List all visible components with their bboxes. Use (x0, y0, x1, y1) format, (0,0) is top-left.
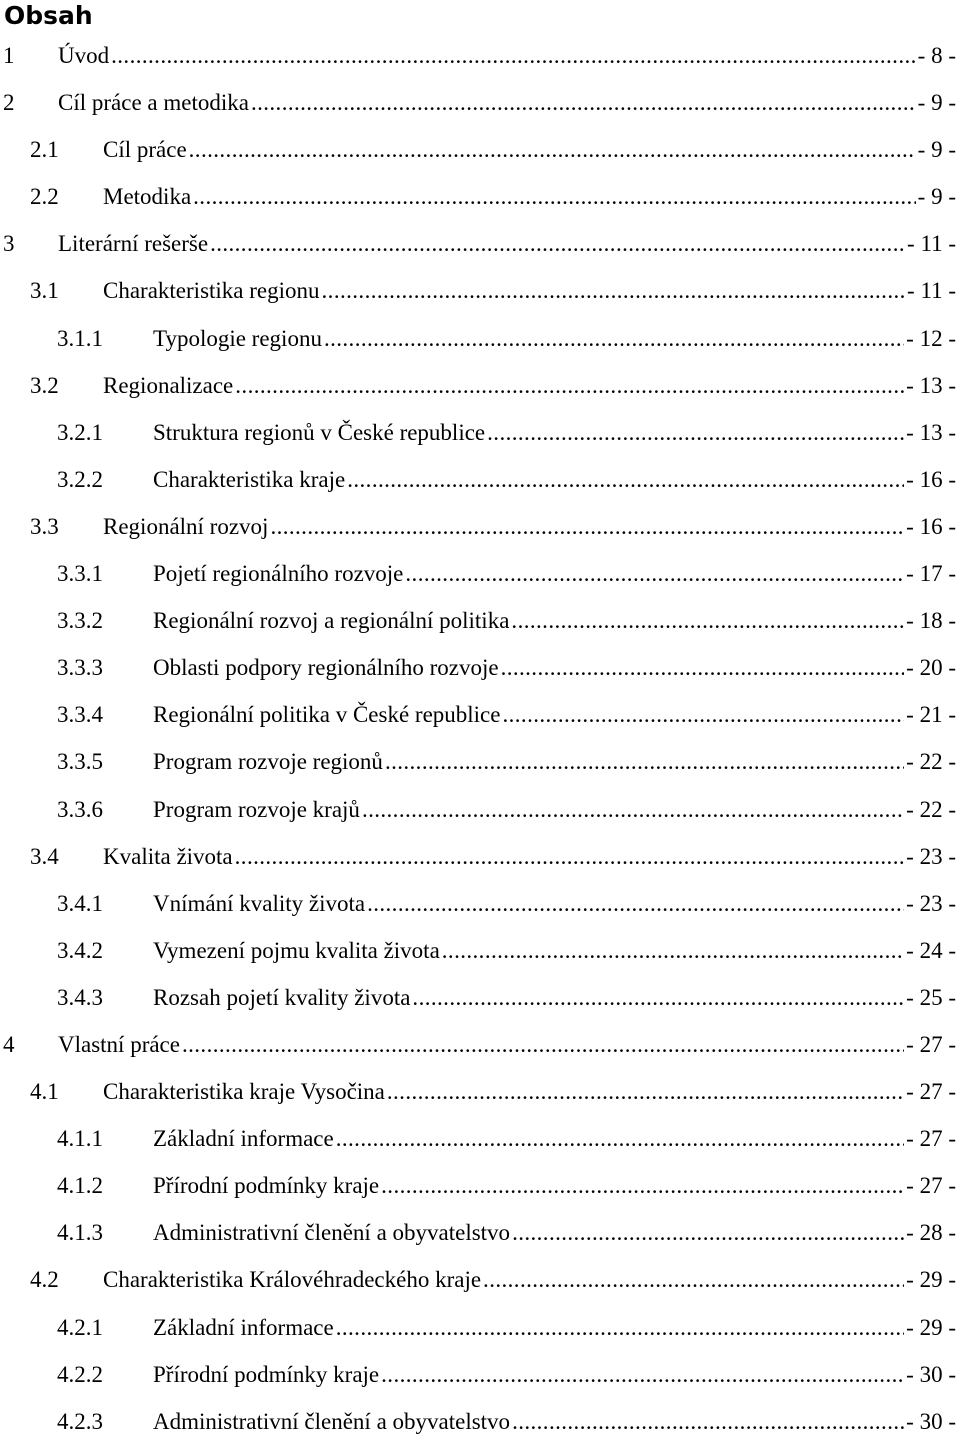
toc-entry-page: - 13 - (906, 419, 956, 445)
toc-dot-leader (334, 1115, 904, 1162)
page-title: Obsah (4, 1, 93, 30)
toc-dot-leader (500, 691, 904, 738)
toc-entry-number: 3.2 (30, 372, 59, 398)
toc-entry-number: 3 (3, 231, 15, 257)
toc-entry-page: - 16 - (906, 513, 956, 539)
toc-entry-title: Základní informace (153, 1126, 334, 1152)
toc-entry[interactable] (0, 1351, 960, 1398)
toc-entry-title: Metodika (103, 184, 192, 210)
toc-entry[interactable] (0, 1398, 960, 1445)
toc-entry[interactable] (0, 1304, 960, 1351)
toc-entry-number: 4 (3, 1031, 15, 1057)
toc-entry-title: Cíl práce a metodika (58, 90, 249, 116)
toc-entry-page: - 9 - (917, 184, 956, 210)
toc-entry[interactable] (0, 738, 960, 785)
toc-entry-number: 4.1.1 (57, 1126, 103, 1152)
toc-entry-page: - 30 - (906, 1361, 956, 1387)
toc-entry-number: 4.1.3 (57, 1220, 103, 1246)
toc-dot-leader (379, 1351, 904, 1398)
toc-entry-number: 3.4.1 (57, 890, 103, 916)
toc-dot-leader (233, 362, 904, 409)
toc-entry[interactable] (0, 644, 960, 691)
toc-entry-title: Rozsah pojetí kvality života (153, 984, 411, 1010)
toc-entry[interactable] (0, 550, 960, 597)
toc-entry-page: - 25 - (906, 984, 956, 1010)
toc-entry-title: Úvod (58, 43, 110, 68)
toc-entry-title: Regionalizace (103, 372, 234, 398)
toc-dot-leader (440, 927, 904, 974)
toc-dot-leader (383, 738, 904, 785)
toc-entry-page: - 18 - (906, 608, 956, 634)
toc-dot-leader (268, 503, 904, 550)
toc-entry-page: - 23 - (906, 843, 956, 869)
toc-entry[interactable] (0, 927, 960, 974)
toc-dot-leader (410, 974, 904, 1021)
toc-entry-page: - 23 - (906, 890, 956, 916)
toc-entry-number: 3.3.1 (57, 561, 103, 587)
toc-entry-title: Charakteristika kraje (153, 466, 346, 492)
toc-entry-title: Typologie regionu (153, 325, 322, 351)
toc-entry-page: - 30 - (906, 1408, 956, 1434)
toc-entry[interactable] (0, 1162, 960, 1209)
toc-entry-title: Cíl práce (103, 137, 187, 163)
toc-entry-page: - 21 - (906, 702, 956, 728)
toc-entry-title: Struktura regionů v České republice (153, 419, 486, 445)
table-of-contents (0, 32, 960, 1445)
toc-entry[interactable] (0, 786, 960, 833)
toc-entry-number: 3.4 (30, 843, 59, 869)
toc-entry-number: 4.2.1 (57, 1314, 103, 1340)
toc-entry-page: - 11 - (907, 231, 956, 257)
toc-dot-leader (191, 173, 916, 220)
toc-entry-title: Přírodní podmínky kraje (153, 1361, 380, 1387)
toc-entry-page: - 20 - (906, 655, 956, 681)
toc-entry[interactable] (0, 833, 960, 880)
toc-entry-title: Regionální politika v České republice (153, 702, 501, 728)
toc-entry[interactable] (0, 691, 960, 738)
toc-entry-page: - 11 - (907, 278, 956, 304)
toc-entry-page: - 27 - (906, 1126, 956, 1152)
toc-dot-leader (109, 32, 916, 79)
toc-entry-page: - 27 - (906, 1079, 956, 1105)
toc-entry-title: Přírodní podmínky kraje (153, 1173, 380, 1199)
toc-entry[interactable] (0, 32, 960, 79)
toc-entry[interactable] (0, 503, 960, 550)
toc-entry-number: 3.3 (30, 513, 59, 539)
toc-entry-page: - 28 - (906, 1220, 956, 1246)
toc-entry-page: - 22 - (906, 749, 956, 775)
toc-dot-leader (233, 833, 905, 880)
toc-entry-title: Administrativní členění a obyvatelstvo (153, 1408, 511, 1434)
toc-entry-page: - 27 - (906, 1031, 956, 1057)
toc-entry-page: - 8 - (917, 43, 956, 68)
toc-entry-title: Vnímání kvality života (153, 890, 366, 916)
toc-entry-page: - 24 - (906, 937, 956, 963)
toc-entry[interactable] (0, 126, 960, 173)
toc-entry[interactable] (0, 456, 960, 503)
toc-entry[interactable] (0, 1068, 960, 1115)
toc-entry-number: 3.1.1 (57, 325, 103, 351)
toc-dot-leader (345, 456, 904, 503)
toc-entry-number: 3.3.4 (57, 702, 103, 728)
toc-dot-leader (180, 1021, 904, 1068)
toc-entry-page: - 13 - (906, 372, 956, 398)
toc-dot-leader (510, 1209, 904, 1256)
toc-entry-number: 3.3.5 (57, 749, 103, 775)
toc-entry-page: - 29 - (906, 1314, 956, 1340)
toc-entry-title: Charakteristika kraje Vysočina (103, 1079, 385, 1105)
toc-entry-number: 3.2.1 (57, 419, 103, 445)
toc-entry-page: - 29 - (906, 1267, 956, 1293)
toc-entry-title: Charakteristika Královéhradeckého kraje (103, 1267, 482, 1293)
toc-dot-leader (360, 786, 904, 833)
toc-entry-number: 3.1 (30, 278, 59, 304)
toc-entry[interactable] (0, 315, 960, 362)
toc-entry-number: 3.2.2 (57, 466, 103, 492)
toc-entry-title: Program rozvoje krajů (153, 796, 360, 822)
toc-entry[interactable] (0, 880, 960, 927)
toc-entry-number: 3.3.6 (57, 796, 103, 822)
toc-entry-title: Charakteristika regionu (103, 278, 320, 304)
toc-entry-title: Vlastní práce (58, 1031, 180, 1057)
toc-entry-page: - 22 - (906, 796, 956, 822)
toc-entry-title: Základní informace (153, 1314, 334, 1340)
toc-entry-title: Pojetí regionálního rozvoje (153, 561, 404, 587)
toc-dot-leader (509, 597, 904, 644)
toc-entry[interactable] (0, 409, 960, 456)
toc-entry-number: 2.1 (30, 137, 59, 163)
toc-entry-number: 3.3.3 (57, 655, 103, 681)
toc-entry-title: Kvalita života (103, 843, 233, 869)
toc-entry-page: - 17 - (906, 561, 956, 587)
toc-entry-number: 2 (3, 90, 15, 116)
toc-entry-page: - 12 - (906, 325, 956, 351)
toc-entry-page: - 9 - (917, 137, 956, 163)
toc-entry-page: - 9 - (917, 90, 956, 116)
toc-dot-leader (322, 315, 904, 362)
toc-entry-number: 3.4.3 (57, 984, 103, 1010)
toc-entry-page: - 16 - (906, 466, 956, 492)
toc-dot-leader (499, 644, 905, 691)
toc-entry[interactable] (0, 1256, 960, 1303)
toc-entry[interactable] (0, 79, 960, 126)
toc-entry[interactable] (0, 597, 960, 644)
toc-entry-number: 3.3.2 (57, 608, 103, 634)
toc-entry[interactable] (0, 1209, 960, 1256)
toc-entry-number: 4.2.3 (57, 1408, 103, 1434)
toc-dot-leader (320, 267, 906, 314)
toc-entry[interactable] (0, 173, 960, 220)
toc-entry-number: 4.2 (30, 1267, 59, 1293)
toc-entry-title: Regionální rozvoj a regionální politika (153, 608, 510, 634)
toc-entry-title: Vymezení pojmu kvalita života (153, 937, 440, 963)
toc-dot-leader (334, 1304, 904, 1351)
toc-dot-leader (208, 220, 905, 267)
toc-entry-page: - 27 - (906, 1173, 956, 1199)
toc-entry[interactable] (0, 267, 960, 314)
toc-dot-leader (385, 1068, 904, 1115)
toc-entry-number: 4.1.2 (57, 1173, 103, 1199)
toc-entry[interactable] (0, 220, 960, 267)
toc-entry[interactable] (0, 1115, 960, 1162)
toc-entry-title: Literární rešerše (58, 231, 209, 257)
toc-dot-leader (379, 1162, 904, 1209)
toc-entry[interactable] (0, 974, 960, 1021)
toc-dot-leader (403, 550, 904, 597)
toc-dot-leader (485, 409, 904, 456)
toc-dot-leader (249, 79, 916, 126)
toc-entry-number: 1 (3, 43, 15, 68)
toc-dot-leader (481, 1256, 904, 1303)
toc-dot-leader (510, 1398, 904, 1445)
toc-entry-title: Oblasti podpory regionálního rozvoje (153, 655, 499, 681)
toc-entry-number: 4.1 (30, 1079, 59, 1105)
toc-entry[interactable] (0, 362, 960, 409)
toc-entry-number: 4.2.2 (57, 1361, 103, 1387)
toc-entry-title: Administrativní členění a obyvatelstvo (153, 1220, 511, 1246)
toc-dot-leader (187, 126, 916, 173)
toc-entry-title: Program rozvoje regionů (153, 749, 383, 775)
toc-dot-leader (365, 880, 904, 927)
toc-entry-number: 3.4.2 (57, 937, 103, 963)
toc-entry[interactable] (0, 1021, 960, 1068)
toc-entry-number: 2.2 (30, 184, 59, 210)
toc-entry-title: Regionální rozvoj (103, 513, 269, 539)
